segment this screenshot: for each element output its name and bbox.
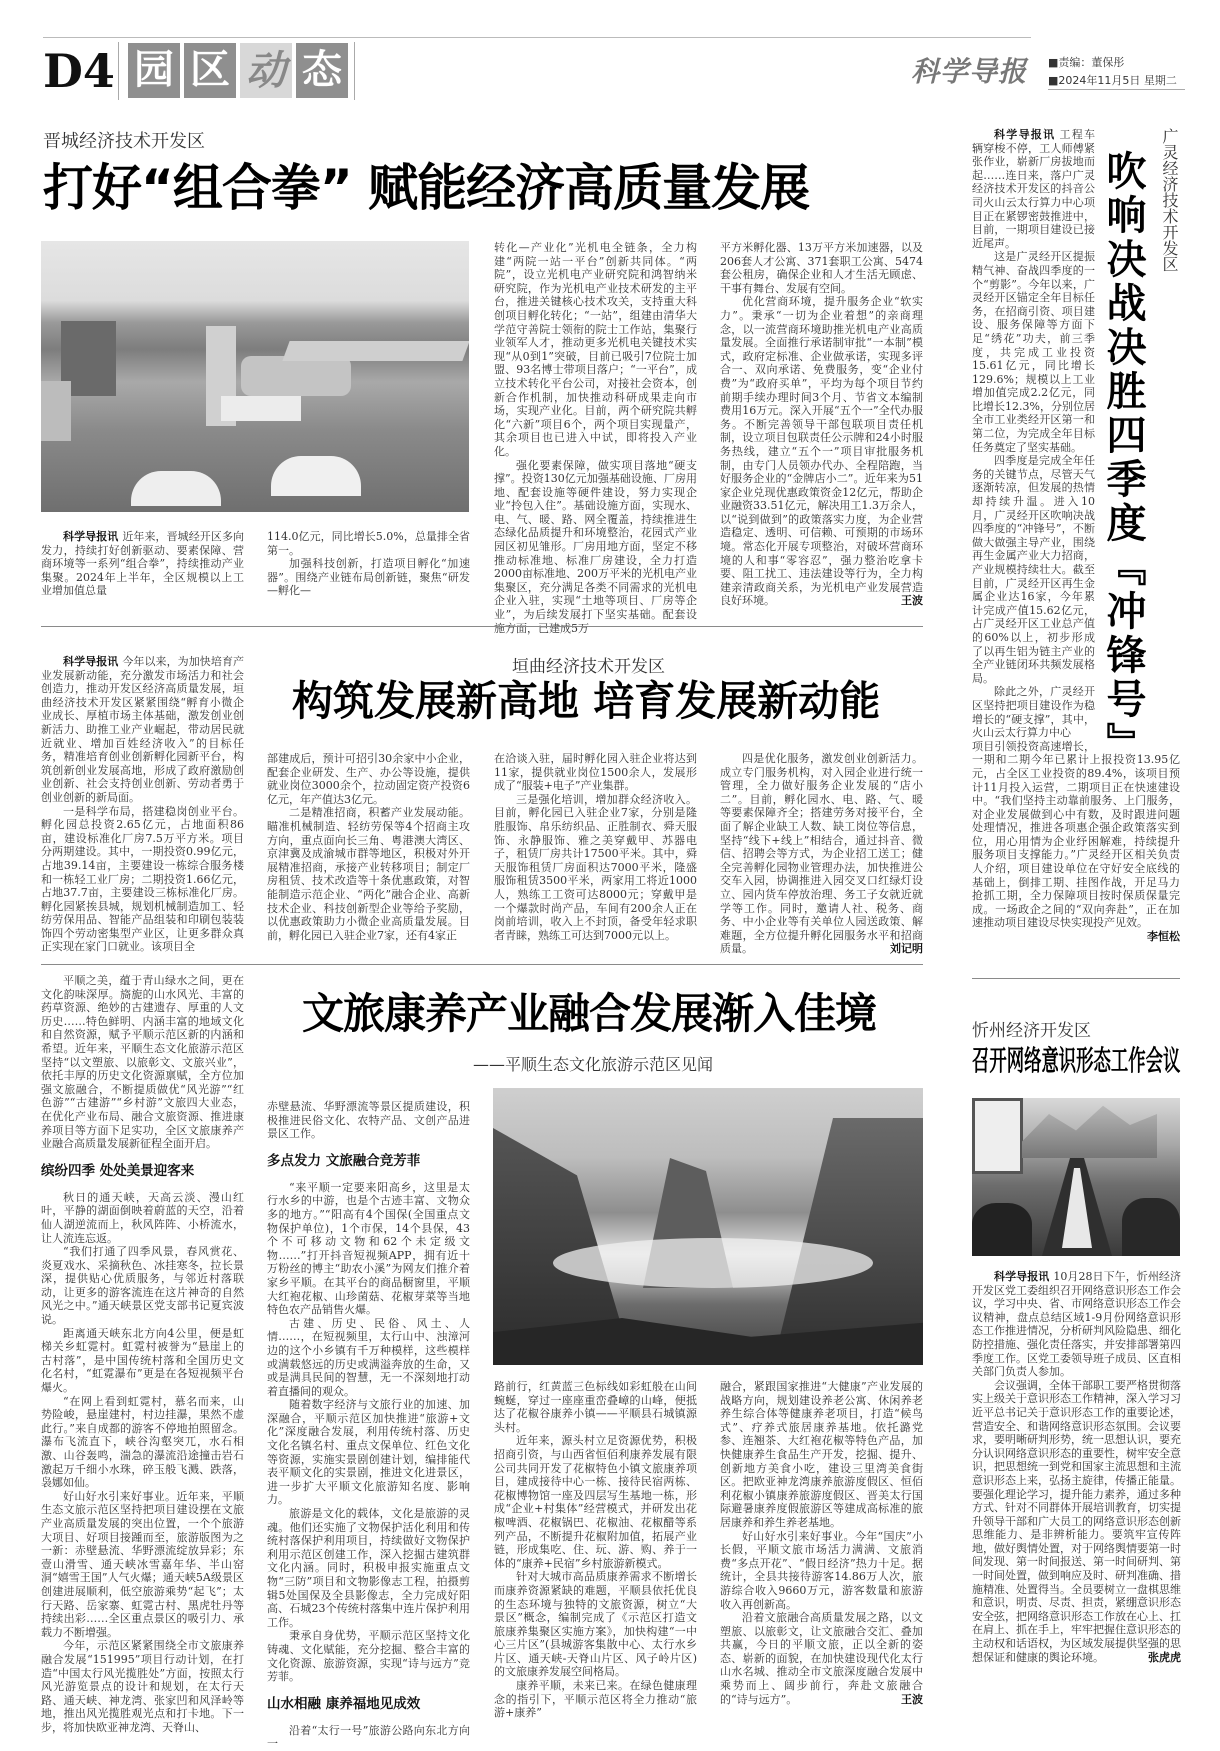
paragraph-text: 这是广灵经开区提振精气神、奋战四季度的一个“剪影”。今年以来，广灵经开区锚定全年目标任务，在招商引资、项目建设、服务保障等方面下足“绣花”功夫，前三季度，共完成工业投资15.61亿元，同比增长129.6%；规模以上工业增加值完成2.2亿元，同比增长12.3%，分别位居全市工业类经开区第一和第二位，为完成全年目标任务奠定了坚实基础。 — [972, 250, 1095, 454]
paragraph — [41, 974, 244, 1151]
section-subheading: 缤纷四季 处处美景迎客来 — [41, 1162, 195, 1179]
dateline: 科学导报讯 — [994, 1270, 1050, 1283]
section-rule — [972, 978, 1180, 979]
paragraph — [41, 1490, 244, 1640]
paragraph-text: 秉承自身优势，平顺示范区坚持文化铸魂、文化赋能，充分挖掘、整合丰富的文化资源、旅游资源，实现“诗与远方”竞芳菲。 — [267, 1629, 470, 1684]
article-column — [267, 752, 470, 942]
paragraph-text: 康养平顺，未来已来。在绿色健康理念的指引下，平顺示范区将全力推动“旅游+康养” — [494, 1679, 697, 1720]
paragraph-text: 好山好水引来好事业。近年来，平顺生态文旅示范区坚持把项目建设摆在文旅产业高质量发展的突出位置，一个个旅游大项目、好项目接踵而至，旅游版图为之一新：赤壁悬流、华野漂流绽放异彩；东壹山滑雪、通天峡冰雪嘉年华、半山窑洞“嬉雪王国”人气火爆；通天峡5A级景区创建进展顺利，低空旅游乘势“起飞”；太行天路、岳家寨、虹霓古村、黑虎牡丹等持续出彩……全区重点景区的吸引力、承载力不断增强。 — [41, 1489, 244, 1639]
section-title-char: 区 — [184, 43, 236, 98]
paragraph — [972, 1270, 1181, 1379]
paragraph-text: 强化要素保障，做实项目落地“硬支撑”。投资130亿元加强基础设施、厂房用地、配套设施等硬件建设，努力实现企业“拎包入住”。基础设施方面，实现水、电、气、暖、路、网全覆盖，持续推进生态绿化品质提升和环境整治，花园式产业园区初见雏形。厂房用地方面，坚定不移推动标准地、标准厂房建设，全力打造2000亩标准地、200万平米的光机电产业集聚区，充分满足各类不同需求的光机电企业入驻，实现“土地等项目、厂房等企业”，为后续发展打下坚实基础。配套设施方面，已建成5万 — [494, 458, 697, 635]
paragraph — [267, 557, 470, 598]
page-number: D4 — [43, 44, 115, 98]
headline-space — [1095, 128, 1180, 750]
article-column — [720, 241, 923, 608]
meeting-photo — [972, 1098, 1180, 1256]
article-byline: 张虎虎 — [1148, 1650, 1181, 1664]
paragraph-text: 项目引领投资高速增长，一期和二期今年已累计上报投资13.95亿元，占全区工业投资的89.4%，该项目预计11月投入运营，二期项目正在快速建设中。“我们坚持主动靠前服务、上门服务，对企业发展做到心中有数，及时跟进问题处理情况，推进各项惠企强企政策落实到位，用心用情为企业纾困解难，持续提升服务项目支撑能力。”广灵经开区相关负责人介绍，项目建设单位在守好安全底线的基础上，倒排工期、挂图作战，开足马力抢抓工期，全力保障项目按时保质保量完成。一场政企之间的“双向奔赴”，正在加速推动项目建设尽快实现投产见效。 — [972, 739, 1180, 930]
article-kicker: 忻州经济开发区 — [972, 1021, 1091, 1041]
paragraph-text: 在洽谈入驻，届时孵化园入驻企业将达到11家，提供就业岗位1500余人，发展形成了“服装+电子”产业集群。 — [494, 752, 697, 793]
paragraph — [267, 1724, 470, 1751]
paragraph — [267, 530, 470, 557]
paragraph — [720, 295, 923, 608]
paragraph-text: “在网上看到虹霓村，慕名而来，山势险峻，悬崖建村，村边挂瀑，果然不虚此行。”来自成都的游客不停地拍照留念。瀑布飞流直下，峡谷沟壑突兀，水石相激、山谷轰鸣，湍急的瀑流沿途撞击岩石激起万千细小水珠，碎玉般飞溅、跌落，袅娜如仙。 — [41, 1394, 244, 1490]
section-subheading: 多点发力 文旅融合竞芳菲 — [267, 1152, 421, 1169]
article-column — [267, 1100, 470, 1751]
paragraph-text: 一是科学布局，搭建稳岗创业平台。孵化园总投资2.65亿元，占地面积86亩，建设标准化厂房7.5万平方米。项目分两期建设。其中，一期投资0.99亿元，占地39.14亩，主要建设一栋综合服务楼和一栋轻工业厂房；二期投资1.66亿元，占地37.7亩，主要建设三栋标准化厂房。孵化园紧挨县城，规划机械制造加工、轻纺劳保用品、智能产品组装和印刷包装装饰四个劳动密集型产业区，让更多群众真正实现在家门口就业。该项目全 — [41, 804, 244, 954]
paragraph-text: “来平顺一定要来阳高乡，这里是太行水乡的中游，也是个古迹丰富、文物众多的地方。”“阳高有4个国保(全国重点文物保护单位)，1个市保，14个县保，43个不可移动文物和62个未定级文物……”打开抖音短视频APP，拥有近十万粉丝的博主“助农小溪”为网友们推介着家乡平顺。在其平台的商品橱窗里，平顺大红袍花椒、山珍菌菇、花椒芽菜等当地特色农产品销售火爆。 — [267, 1180, 470, 1317]
article-headline: 召开网络意识形态工作会议 — [972, 1044, 1181, 1077]
paragraph-text: 会议强调，全体干部职工要严格贯彻落实上级关于意识形态工作精神，深入学习习近平总书记关于意识形态工作的重要论述，营造安全、和谐网络意识形态氛围。会议要求，要明晰研判形势，统一思想认识，要充分认识网络意识形态的重要性，树牢安全意识，把思想统一到党和国家主流思想和主流意识形态上来，弘扬主旋律，传播正能量。要强化理论学习，提升能力素养，通过多种方式、针对不同群体开展培训教育，切实提升领导干部和广大员工的网络意识形态创新思维能力、是非辨析能力。要筑牢宣传阵地，做好舆情处置，对于网络舆情要第一时间发现、第一时间报送、第一时间研判、第一时间处置，做到响应及时、研判准确、措施精准、处置得当。全员要树立一盘棋思维和意识，明责、尽责、担责，紧绷意识形态安全弦，把网络意识形态工作放在心上、扛在肩上、抓在手上，牢牢把握住意识形态的主动权和话语权，为区域发展提供坚强的思想保证和健康的舆论环境。 — [972, 1378, 1181, 1664]
paragraph — [494, 793, 697, 943]
dateline: 科学导报讯 — [994, 128, 1056, 141]
article-column — [494, 1380, 697, 1720]
newspaper-logo: 科学导报 — [911, 55, 1028, 88]
paragraph — [494, 459, 697, 636]
paragraph-text: 二是精准招商，积蓄产业发展动能。瞄准机械制造、轻纺劳保等4个招商主攻方向，重点面向长三角、粤港澳大湾区、京津冀及成渝城市群等地区，积极对外开展精准招商，承接产业转移项目；制定厂房租赁、技术改造等十条优惠政策，对智能制造示范企业、“两化”融合企业、高新技术企业、科技创新型企业等给予奖励，以优惠政策助力小微企业高质量发展。目前，孵化园已入驻企业7家，还有4家正 — [267, 806, 470, 942]
paragraph — [494, 752, 697, 793]
paragraph-text: 工程车辆穿梭不停，工人师傅紧张作业，崭新厂房拔地而起……连日来，落户广灵经济技术开发区的抖音公司火山云太行算力中心项目正在紧锣密鼓推进中，目前，一期项目建设已接近尾声。 — [972, 128, 1096, 250]
paragraph — [41, 1639, 244, 1734]
masthead-date-underline — [1048, 89, 1185, 90]
paragraph-text: 四是优化服务，激发创业创新活力。成立专门服务机构，对入园企业进行统一管理，全力做好服务企业发展的“店小二”。目前，孵化园水、电、路、气、暖等要素保障齐全；搭建劳务对接平台，全面了解企业缺工人数、缺工岗位等信息，坚持“线下+线上”相结合，通过抖音、微信、招聘会等方式，为企业招工送工；健全完善孵化园物业管理办法，加快推进公交车入园，协调推进入园交叉口红绿灯设立、园内货车停放治理、务工子女就近就学等工作。同时，邀请人社、税务、商务、中小企业等有关单位人园送政策、解难题，全方位提升孵化园服务水平和招商质量。 — [720, 752, 923, 956]
paragraph-text: 优化营商环境，提升服务企业“软实力”。秉承“一切为企业着想”的亲商理念，以一流营商环境助推光机电产业高质量发展。全面推行承诺制审批“一本制”模式，政府定标准、企业做承诺，实现多评合一、双向承诺、免费服务，变“企业付费”为“政府买单”，平均为每个项目节约前期手续办理时间3个月、节省文本编制费用16万元。深入开展“五个一”全代办服务。不断完善领导干部包联项目责任机制，设立项目包联责任公示牌和24小时服务热线，建立“五个一”项目审批服务机制，由专门人员领办代办、全程陪跑，当好服务企业的“金牌店小二”。近年来为51家企业兑现优惠政策资金12亿元，帮助企业融资33.51亿元，解决用工1.3万余人，以“说到做到”的政策落实力度，为企业营造稳定、透明、可信赖、可预期的市场环境。常态化开展专项整治，对破坏营商环境的人和事“零容忍”，强力整治吃拿卡要、阻工扰工、违法建设等行为，全力构建亲清政商关系，为光机电产业发展营造良好环境。 — [720, 295, 923, 608]
article-column — [720, 752, 923, 956]
section-rule — [41, 964, 923, 965]
mountain-scenery-photo — [493, 1088, 923, 1365]
paragraph-text: 距离通天峡东北方向4公里，便是虹梯关乡虹霓村。虹霓村被誉为“悬崖上的古村落”，是中国传统村落和全国历史文化名村，“虹霓瀑布”更是在各短视频平台爆火。 — [41, 1326, 244, 1395]
article-kicker-vertical: 广灵经济技术开发区 — [1160, 128, 1179, 272]
paragraph-text: 114.0亿元，同比增长5.0%，总量排全省第一。 — [267, 530, 470, 557]
article-column — [41, 974, 244, 1734]
paragraph-text: 部建成后，预计可招引30余家中小企业，配套企业研发、生产、办公等设施，提供就业岗位3000余个，拉动固定资产投资6亿元，年产值达3亿元。 — [267, 752, 470, 806]
paragraph — [494, 1679, 697, 1720]
paragraph-text: 近年来，晋城经开区多向发力，持续打好创新驱动、要素保障、营商环境等一系列“组合拳”，持续推动产业集聚。2024年上半年，全区规模以上工业增加值总量 — [41, 530, 245, 598]
paragraph-text: 旅游是文化的载体，文化是旅游的灵魂。他们还实施了文物保护活化利用和传统村落保护利用项目，持续做好文物保护利用示范区创建工作，深入挖掘古建筑群文化内涵。同时，积极申报实施重点文物“三防”项目和文物影像志工程，拍摄剪辑5处国保及全县影像志，全力完成好阳高、石城23个传统村落集中连片保护利用工作。 — [267, 1507, 470, 1629]
section-rule — [41, 626, 923, 627]
paragraph-text: 近年来，源头村立足资源优势，积极招商引资，与山西省恒佰利康养发展有限公司共同开发了花椒特色小镇文旅康养项目，建成接待中心一栋、接待民宿两栋、花椒博物馆一座及四层写生基地一栋，形成“企业+村集体”经营模式，并研发出花椒啤酒、花椒锅巴、花椒油、花椒醋等系列产品，不断提升花椒附加值，拓展产业链，形成集吃、住、玩、游、购、养于一体的“康养+民宿”乡村旅游新模式。 — [494, 1434, 697, 1570]
article-kicker: 垣曲经济技术开发区 — [512, 657, 665, 677]
paragraph-text: 古建、历史、民俗、风土、人情……，在短视频里，太行山中、浊漳河边的这个小乡镇有千万种模样，这些模样或满载悠远的历史或满溢奔放的生命，又或是满具民间的智慧，无一不深刻地打动着直播间的观众。 — [267, 1316, 470, 1398]
editor-credit: ■责编：董保彤 — [1048, 56, 1125, 69]
article-column — [41, 655, 244, 954]
paragraph — [41, 655, 244, 805]
article-column — [494, 241, 697, 635]
paragraph — [720, 241, 923, 295]
article-column — [972, 128, 1180, 944]
paragraph-text: 平顺之美，蕴于青山绿水之间，更在文化韵味深厚。旖旎的山水风光、丰富的药草资源、绝妙的古建遗存、厚重的人文历史……特色鲜明、内涵丰富的地域文化和自然资源，赋予平顺示范区新的内涵和希望。近年来，平顺生态文化旅游示范区坚持“以文塑旅、以旅彰文、文旅兴业”，依托丰厚的历史文化资源禀赋，全方位加强文旅融合，不断提质做优“风光游”“红色游”“古建游”“乡村游”文旅四大业态，在优化产业布局、融合文旅资源、推进康养项目等方面下足实功，全区文旅康养产业融合高质量发展新征程全面开启。 — [41, 974, 244, 1151]
paragraph — [720, 752, 923, 956]
article-headline: 打好“组合拳” 赋能经济高质量发展 — [43, 159, 810, 217]
article-subtitle: ——平顺生态文化旅游示范区见闻 — [473, 1055, 714, 1074]
section-title-char: 园 — [128, 43, 180, 98]
paragraph — [41, 1245, 244, 1327]
article-headline-vertical: 吹响决战决胜四季度『冲锋号』 — [1100, 150, 1146, 766]
article-column — [972, 1270, 1181, 1664]
paragraph-text: 秋日的通天峡，天高云淡、漫山红叶，平静的湖面倒映着蔚蓝的天空，沿着仙人湖逆流而上，秋风阵阵、小桥流水，让人流连忘返。 — [41, 1190, 244, 1245]
paragraph — [267, 1317, 470, 1399]
dateline: 科学导报讯 — [63, 655, 119, 668]
masthead-top-rule — [43, 37, 1031, 38]
section-divider — [354, 42, 355, 100]
paragraph — [720, 1530, 923, 1612]
article-column — [41, 530, 244, 598]
article-column — [267, 530, 470, 598]
article-byline: 刘记明 — [890, 942, 923, 956]
section-title-char: 动 — [240, 43, 292, 98]
paragraph — [494, 1434, 697, 1570]
paragraph — [267, 752, 470, 806]
paragraph-text: 平方米孵化器、13万平方米加速器，以及206套人才公寓、371套职工公寓、5474套公租房，确保企业和人才生活无顾虑、干事有舞台、发展有空间。 — [720, 241, 923, 295]
paragraph — [267, 1181, 470, 1317]
paragraph-text: 针对大城市高品质康养需求不断增长而康养资源紧缺的难题，平顺县依托优良的生态环境与独特的文旅资源，树立“大景区”概念，编制完成了《示范区打造文旅康养集聚区实施方案》，加快构建“一中心三片区”(县城游客集散中心、太行水乡片区、通天峡-天脊山片区、风子岭片区)的文旅康养发展空间格局。 — [494, 1570, 697, 1679]
paragraph — [267, 806, 470, 942]
paragraph — [267, 1398, 470, 1507]
paragraph-text: 10月28日下午，忻州经济开发区党工委组织召开网络意识形态工作会议，学习中央、省、市网络意识形态工作会议精神，盘点总结区域1-9月份网络意识形态工作推进情况，分析研判风险隐患、细化防控措施、强化责任落实，并安排部署第四季度工作。区党工委领导班子成员、区直相关部门负责人参加。 — [972, 1270, 1182, 1379]
paragraph — [41, 1191, 244, 1245]
article-column — [720, 1380, 923, 1706]
article-byline: 王波 — [901, 1692, 923, 1706]
paragraph — [972, 739, 1180, 944]
paragraph-text: 好山好水引来好事业。今年“国庆”小长假，平顺文旅市场活力满满、文旅消费“多点开花”、“假日经济”热力十足。据统计，全县共接待游客14.86万人次，旅游综合收入9660万元，游客数量和旅游收入再创新高。 — [720, 1529, 923, 1611]
dateline: 科学导报讯 — [63, 530, 119, 543]
paragraph-text: 除此之外，广灵经开区坚持把项目建设作为稳增长的“硬支撑”，其中，火山云太行算力中心 — [972, 685, 1095, 740]
paragraph — [41, 805, 244, 955]
paragraph-text: 四季度是完成全年任务的关键节点，尽管天气逐渐转凉，但发展的热情却持续升温。进入10月，广灵经开区吹响决战四季度的“冲锋号”，不断做大做强主导产业，围绕再生金属产业大力招商，产业规模持续壮大。截至目前，广灵经开区再生金属企业达16家，今年累计完成产值15.62亿元，占广灵经开区工业总产值的60%以上，初步形成了以再生铝为链主产业的全产业链闭环共频发展格局。 — [972, 454, 1095, 685]
paragraph — [494, 1570, 697, 1679]
article-headline: 文旅康养产业融合发展渐入佳境 — [302, 989, 877, 1038]
section-subheading: 山水相融 康养福地见成效 — [267, 1695, 421, 1712]
paragraph-text: 加强科技创新，打造项目孵化“加速器”。围绕产业链布局创新链，聚焦“研发—孵化— — [267, 557, 470, 598]
article-byline: 李恒松 — [1147, 930, 1180, 944]
paragraph — [720, 1611, 923, 1706]
section-divider — [118, 42, 119, 100]
paragraph-text: 赤壁悬流、华野漂流等景区提质建设，积极推进民俗文化、农特产品、文创产品进景区工作。 — [267, 1100, 470, 1141]
paragraph — [41, 1327, 244, 1395]
paragraph — [267, 1629, 470, 1683]
paragraph-text: 沿着文旅融合高质量发展之路，以文塑旅、以旅彰文，让文旅融合交汇、叠加共赢，今日的平顺文旅，正以全新的姿态、崭新的面貌，在加快建设现代化太行山水名城、推动全市文旅深度融合发展中乘势而上、阔步前行，奔赴文旅融合的“诗与远方”。 — [720, 1611, 923, 1706]
paragraph-text: 三是强化培训，增加群众经济收入。目前，孵化园已入驻企业7家，分别是隆胜服饰、帛乐纺织品、正胜制衣、舜天服饰、永静服饰、雅之美穿戴甲、苏器电子，租赁厂房共计17500平米。其中，舜天服饰租赁厂房面积达7000平米，隆盛服饰租赁3500平米，两家用工将近1000人，熟练工工资可达8000元；穿戴甲是一个爆款时尚产品，车间有200余人正在岗前培训，收入上不封顶，备受年轻求职者青睐，熟练工可达到7000元以上。 — [494, 792, 697, 942]
paragraph-text: 转化—产业化”光机电全链条，全力构建“两院一站一平台”创新共同体。“两院”，设立光机电产业研究院和鸿智纳米研究院，作为光机电产业技术研发的主平台，推进关键核心技术攻关，支持重大科创项目孵化转化；“一站”，组建由清华大学范守善院士领衔的院士工作站，集聚行业领军人才，推动更多光机电关键技术实现“从0到1”突破，目前已吸引7位院士加盟、93名博士带项目落户；“一平台”，成立技术转化平台公司，对接社会资本，创新合作机制，加快推动科研成果走向市场，实现产业化。目前，两个研究院共孵化“六新”项目6个，两个项目实现量产，其余项目也已进入中试，即将投入产业化。 — [494, 241, 697, 458]
section-title-char: 态 — [296, 43, 348, 98]
article-byline: 王波 — [901, 594, 923, 608]
paragraph — [494, 241, 697, 459]
paragraph — [267, 1100, 470, 1141]
paragraph — [972, 1379, 1181, 1664]
paragraph — [720, 1380, 923, 1530]
paragraph-text: 沿着“太行一号”旅游公路向东北方向一 — [267, 1723, 470, 1751]
article-column — [494, 752, 697, 942]
article-headline: 构筑发展新高地 培育发展新动能 — [292, 677, 881, 725]
paragraph — [41, 1395, 244, 1490]
industrial-park-aerial-photo — [41, 241, 469, 512]
paragraph-text: 随着数字经济与文旅行业的加速、加深融合，平顺示范区加快推进“旅游+文化”深度融合发展，利用传统村落、历史文化名镇名村、重点文保单位、红色文化等资源，实施实景剧创建计划，编排能代表平顺文化的实景剧，推进文化进景区，进一步扩大平顺文化旅游知名度、影响力。 — [267, 1398, 470, 1507]
paragraph — [267, 1507, 470, 1629]
paragraph-text: 今年以来，为加快培育产业发展新动能，充分激发市场活力和社会创造力，推动开发区经济高质量发展，垣曲经济技术开发区紧紧围绕“孵育小微企业成长、厚植市场主体基础，激发创业创新活力、助推工业产业崛起，带动居民就近就业、增加百姓经济收入”的目标任务，精准培育创业创新孵化园新平台，构筑创新创业发展高地，形成了政府激励创业创新、社会支持创业创新、劳动者勇于创业创新的新局面。 — [41, 655, 245, 804]
issue-date: ■2024年11月5日 星期二 — [1048, 74, 1177, 87]
paragraph-text: 融合，紧跟国家推进“大健康”产业发展的战略方向，规划建设养老公寓、休闲养老养生综合体等健康养老项目，打造“候鸟式”、疗养式旅居康养基地。依托潞党参、连翘茶、大红袍花椒等特色产品，加快健康养生食品生产开发，挖掘、提升、创新地方美食小吃，建设三里湾美食街区。把欧亚神龙湾康养旅游度假区、恒佰利花椒小镇康养旅游度假区、晋美太行国际避暑康养度假旅游区等建成高标准的旅居康养和养生养老基地。 — [720, 1380, 923, 1529]
paragraph-text: “我们打通了四季风景，春风赏花、炎夏戏水、采摘秋色、冰挂寒冬，拉长景深，提供贴心优质服务，与邻近村落联动，让更多的游客流连在这片神奇的自然风光之中。”通天峡景区党支部书记夏宾波说。 — [41, 1245, 244, 1327]
article-kicker: 晋城经济技术开发区 — [43, 131, 205, 152]
paragraph — [41, 530, 244, 598]
paragraph-text: 路前行，红黄蓝三色标线如彩虹般在山间蜿蜒，穿过一座座重峦叠嶂的山峰，便抵达了花椒谷康养小镇——平顺县石城镇源头村。 — [494, 1380, 697, 1434]
paragraph — [494, 1380, 697, 1434]
paragraph-text: 今年，示范区紧紧围绕全市文旅康养融合发展“151995”项目行动计划，在打造“中国太行风光揽胜处”方面，按照太行风光游览景点的设计和规划，在太行天路、通天峡、神龙湾、张家凹和风泽岭等地，推出风光揽胜观光点和打卡地。下一步，将加快欧亚神龙湾、天脊山、 — [41, 1639, 244, 1734]
